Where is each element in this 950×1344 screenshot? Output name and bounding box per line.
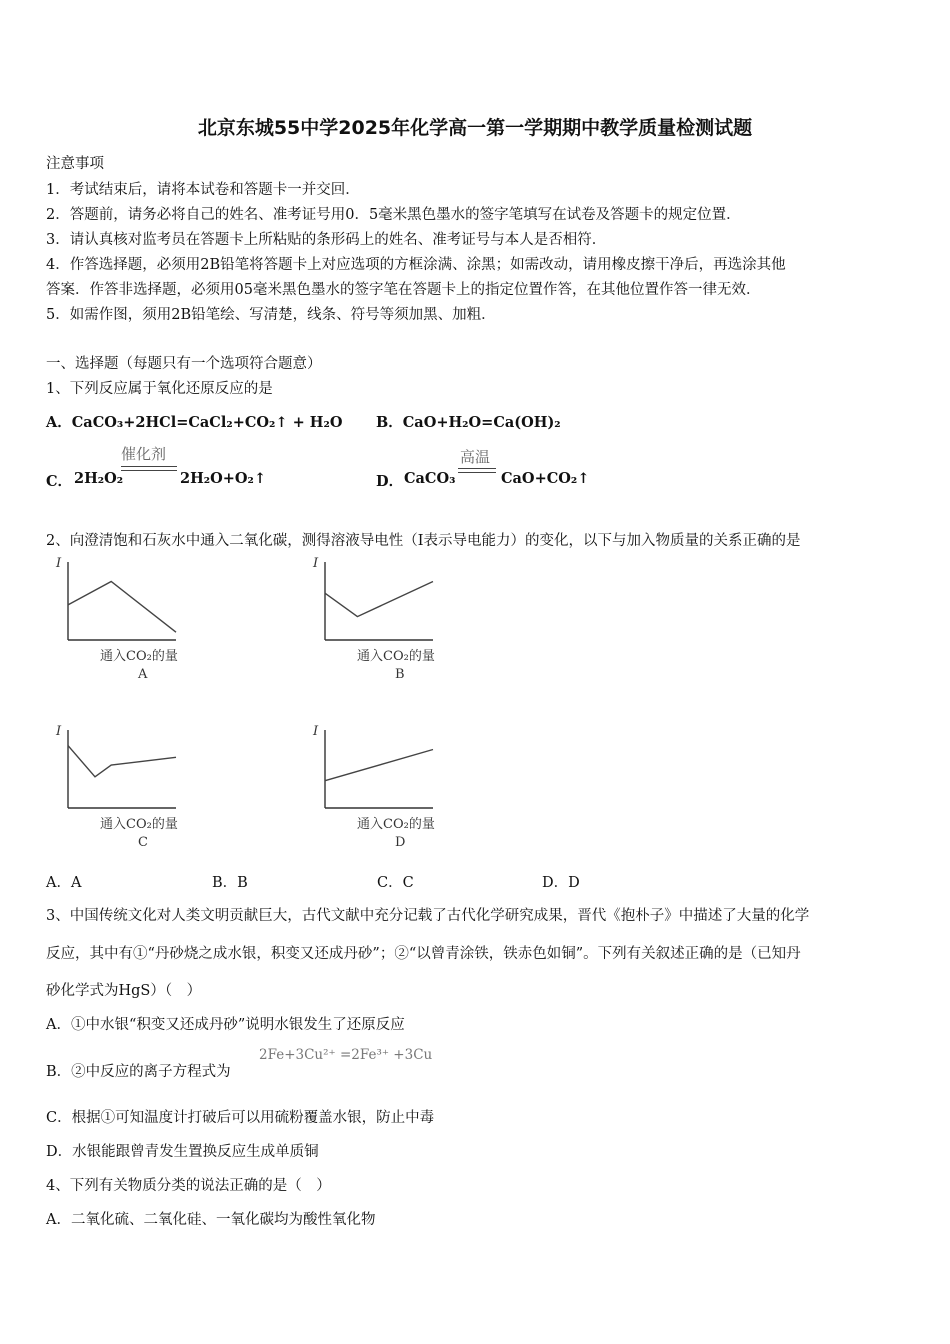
question-3-line: 反应，其中有①“丹砂烧之成水银，积变又还成丹砂”；②“以曾青涂铁，铁赤色如铜”。下列有关叙述正确的是（已知丹 xyxy=(46,946,801,962)
graph-label: D xyxy=(395,835,406,850)
option-label: B． xyxy=(376,414,403,431)
q2-option: B．B xyxy=(212,875,248,891)
q3-option-a: A．①中水银“积变又还成丹砂”说明水银发生了还原反应 xyxy=(46,1017,405,1033)
graph-label: C xyxy=(138,835,148,850)
question-3-line: 3、中国传统文化对人类文明贡献巨大，古代文献中充分记载了古代化学研究成果，晋代《抱朴子》中描述了大量的化学 xyxy=(46,908,810,924)
q1-option-b xyxy=(376,411,561,432)
graph-label: A xyxy=(138,667,148,682)
q2-option: D．D xyxy=(542,875,580,891)
q4-option-a: A．二氧化硫、二氧化硅、一氧化碳均为酸性氧化物 xyxy=(46,1212,376,1228)
reaction-condition: 催化剂 xyxy=(121,445,167,463)
question-3-line: 砂化学式为HgS）（ ） xyxy=(46,983,202,999)
y-axis-label: I xyxy=(313,724,319,739)
equation: CaO+H₂O=Ca(OH)₂ xyxy=(402,414,561,431)
ionic-equation: 2Fe+3Cu²⁺ =2Fe³⁺ +3Cu xyxy=(259,1047,433,1063)
equals-bar xyxy=(458,468,496,469)
option-label: A． xyxy=(46,414,72,431)
graph-label: B xyxy=(395,667,405,682)
notice-heading: 注意事项 xyxy=(46,156,104,172)
x-axis-label: 通入CO₂的量 xyxy=(100,817,178,832)
x-axis-label: 通入CO₂的量 xyxy=(357,817,435,832)
series-line xyxy=(68,746,176,777)
q1-option-c-label: C． xyxy=(46,473,73,490)
reaction-condition: 高温 xyxy=(460,448,491,466)
x-axis-label: 通入CO₂的量 xyxy=(100,649,178,664)
q2-option: C．C xyxy=(377,875,414,891)
q3-option-d: D．水银能跟曾青发生置换反应生成单质铜 xyxy=(46,1144,319,1160)
q3-option-c: C．根据①可知温度计打破后可以用硫粉覆盖水银，防止中毒 xyxy=(46,1110,435,1126)
notice-item: 4．作答选择题，必须用2B铅笔将答题卡上对应选项的方框涂满、涂黑；如需改动，请用橡皮擦干净后，再选涂其他 xyxy=(46,257,786,273)
q1-option-d-label: D． xyxy=(376,473,404,490)
section-heading: 一、选择题（每题只有一个选项符合题意） xyxy=(46,356,322,372)
equals-bar xyxy=(121,466,177,467)
notice-item: 2．答题前，请务必将自己的姓名、准考证号用0．5毫米黑色墨水的签字笔填写在试卷及答题卡的规定位置． xyxy=(46,207,741,223)
question-2-stem: 2、向澄清饱和石灰水中通入二氧化碳，测得溶液导电性（I表示导电能力）的变化，以下与加入物质量的关系正确的是 xyxy=(46,533,801,549)
q1-option-c-right: 2H₂O+O₂↑ xyxy=(180,470,267,487)
equation: CaCO₃+2HCl=CaCl₂+CO₂↑ + H₂O xyxy=(71,414,343,431)
q2-option: A．A xyxy=(46,875,82,891)
series-line xyxy=(325,750,433,781)
graphs-panel xyxy=(0,550,950,850)
q1-option-a xyxy=(46,411,342,432)
y-axis-label: I xyxy=(56,556,62,571)
notice-item: 1．考试结束后，请将本试卷和答题卡一并交回． xyxy=(46,182,360,198)
q1-option-d-right: CaO+CO₂↑ xyxy=(501,470,590,487)
y-axis-label: I xyxy=(56,724,62,739)
notice-item: 5．如需作图，须用2B铅笔绘、写清楚，线条、符号等须加黑、加粗． xyxy=(46,307,496,323)
series-line xyxy=(68,582,176,633)
notice-item: 3．请认真核对监考员在答题卡上所粘贴的条形码上的姓名、准考证号与本人是否相符． xyxy=(46,232,607,248)
y-axis-label: I xyxy=(313,556,319,571)
equals-bar xyxy=(458,472,496,473)
equals-bar xyxy=(121,470,177,471)
question-4-stem: 4、下列有关物质分类的说法正确的是（ ） xyxy=(46,1178,331,1194)
x-axis-label: 通入CO₂的量 xyxy=(357,649,435,664)
q1-option-c-left: 2H₂O₂ xyxy=(74,470,124,487)
q3-option-b: B．②中反应的离子方程式为 xyxy=(46,1064,231,1080)
series-line xyxy=(325,582,433,617)
q1-option-d-left: CaCO₃ xyxy=(404,470,456,487)
notice-item: 答案．作答非选择题，必须用05毫米黑色墨水的签字笔在答题卡上的指定位置作答，在其他位置作答一律无效． xyxy=(46,282,761,298)
question-1-stem: 1、下列反应属于氧化还原反应的是 xyxy=(46,381,273,397)
page-title: 北京东城55中学2025年化学高一第一学期期中教学质量检测试题 xyxy=(197,117,753,139)
